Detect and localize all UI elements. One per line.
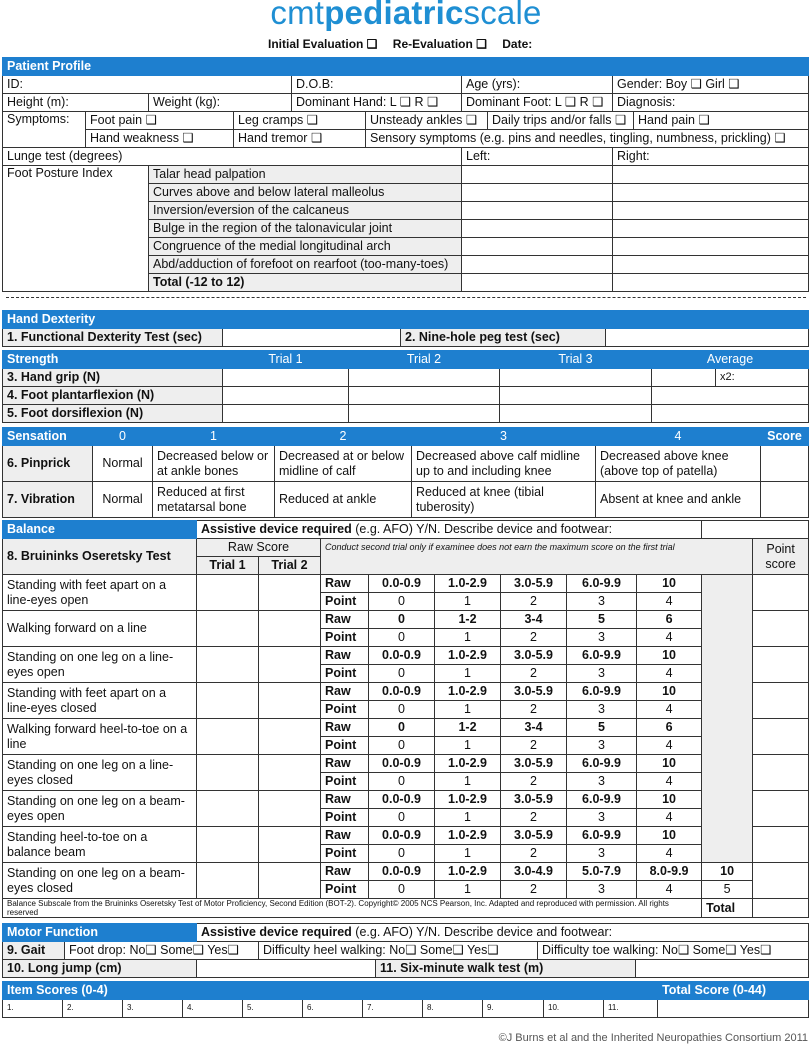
col-trial1: Trial 1 (223, 351, 349, 369)
point-value: 2 (501, 881, 567, 899)
strength-cell[interactable] (500, 405, 652, 423)
motor-assist: Assistive device required (e.g. AFO) Y/N. Describe device and footwear: (197, 924, 809, 942)
id-field[interactable]: ID: (3, 76, 292, 94)
col-4: 4 (596, 428, 761, 446)
balance-item-name: Standing with feet apart on a line-eyes closed (3, 683, 197, 719)
strength-cell[interactable] (652, 369, 716, 387)
six-minute-walk-input[interactable] (636, 960, 809, 978)
fpi-right-cell[interactable] (613, 184, 809, 202)
raw-value: 0.0-0.9 (369, 683, 435, 701)
balance-point-score[interactable] (753, 827, 809, 863)
raw-value: 1-2 (435, 719, 501, 737)
point-value: 0 (369, 845, 435, 863)
pinprick-score[interactable] (761, 446, 809, 482)
point-label: Point (321, 737, 369, 755)
raw-value: 0 (369, 719, 435, 737)
raw-value: 6.0-9.9 (567, 755, 637, 773)
lunge-left[interactable]: Left: (462, 148, 613, 166)
col-3: 3 (412, 428, 596, 446)
raw-value: 1.0-2.9 (435, 647, 501, 665)
raw-value: 3.0-5.9 (501, 827, 567, 845)
point-value: 0 (369, 701, 435, 719)
raw-value: 10 (637, 647, 702, 665)
balance-spacer (702, 575, 753, 863)
unsteady-ankles-checkbox[interactable]: Unsteady ankles ❑ (366, 112, 488, 130)
raw-value: 3.0-4.9 (501, 863, 567, 881)
raw-value: 5.0-7.9 (567, 863, 637, 881)
raw-label: Raw (321, 683, 369, 701)
raw-label: Raw (321, 755, 369, 773)
point-label: Point (321, 845, 369, 863)
fpi-total: Total (-12 to 12) (149, 274, 462, 292)
item-score-5[interactable]: 5. (243, 1000, 303, 1018)
raw-value: 3.0-5.9 (501, 575, 567, 593)
point-value: 0 (369, 629, 435, 647)
raw-value: 10 (637, 791, 702, 809)
balance-trial1-input[interactable] (197, 611, 259, 647)
balance-trial2-input[interactable] (259, 611, 321, 647)
fpi-right-cell[interactable] (613, 256, 809, 274)
weight-field[interactable]: Weight (kg): (149, 94, 292, 112)
balance-trial2-input[interactable] (259, 827, 321, 863)
raw-value: 0.0-0.9 (369, 575, 435, 593)
balance-total-label: Total (702, 899, 753, 918)
point-value: 2 (501, 845, 567, 863)
bruininks-label: 8. Bruininks Oseretsky Test (3, 539, 197, 575)
strength-cell[interactable] (500, 369, 652, 387)
balance-trial2-input[interactable] (259, 791, 321, 827)
point-value: 4 (637, 629, 702, 647)
point-value: 2 (501, 701, 567, 719)
raw-label: Raw (321, 611, 369, 629)
patient-profile-table (2, 57, 809, 292)
col-trial2: Trial 2 (349, 351, 500, 369)
raw-value: 3-4 (501, 719, 567, 737)
raw-score-header: Raw Score (197, 539, 321, 557)
balance-trial1-input[interactable] (197, 719, 259, 755)
vibration-score[interactable] (761, 482, 809, 518)
point-value: 1 (435, 809, 501, 827)
balance-item-name: Standing on one leg on a line-eyes open (3, 647, 197, 683)
fpi-right-cell[interactable] (613, 238, 809, 256)
fpi-left-cell[interactable] (462, 184, 613, 202)
functional-dexterity-input[interactable] (223, 329, 401, 347)
sensation-table (2, 427, 809, 518)
strength-cell[interactable] (223, 405, 349, 423)
hand-dexterity-header: Hand Dexterity (3, 311, 809, 329)
vibration-3[interactable]: Reduced at knee (tibial tuberosity) (412, 482, 596, 518)
evaluation-type (268, 37, 544, 51)
item-score-7[interactable]: 7. (363, 1000, 423, 1018)
balance-total-input[interactable] (753, 899, 809, 918)
balance-point-score[interactable] (753, 647, 809, 683)
x2-label: x2: (716, 369, 809, 387)
point-value: 0 (369, 881, 435, 899)
point-value: 4 (637, 593, 702, 611)
pinprick-0[interactable]: Normal (93, 446, 153, 482)
point-value: 0 (369, 773, 435, 791)
item-score-8[interactable]: 8. (423, 1000, 483, 1018)
raw-label: Raw (321, 827, 369, 845)
raw-value: 1-2 (435, 611, 501, 629)
foot-drop-options[interactable]: Foot drop: No❑ Some❑ Yes❑ (65, 942, 259, 960)
dorsiflexion-label: 5. Foot dorsiflexion (N) (3, 405, 223, 423)
point-value: 4 (637, 881, 702, 899)
balance-point-score[interactable] (753, 719, 809, 755)
six-minute-walk-label: 11. Six-minute walk test (m) (376, 960, 636, 978)
lunge-right[interactable]: Right: (613, 148, 809, 166)
balance-item-name: Standing with feet apart on a line-eyes open (3, 575, 197, 611)
raw-value: 1.0-2.9 (435, 755, 501, 773)
motor-function-table (2, 923, 809, 978)
vibration-2[interactable]: Reduced at ankle (275, 482, 412, 518)
raw-label: Raw (321, 647, 369, 665)
fpi-left-cell[interactable] (462, 274, 613, 292)
foot-pain-checkbox[interactable]: Foot pain ❑ (86, 112, 234, 130)
point-value: 4 (637, 737, 702, 755)
raw-value: 0.0-0.9 (369, 755, 435, 773)
point-label: Point (321, 773, 369, 791)
col-trial3: Trial 3 (500, 351, 652, 369)
trial2-header: Trial 2 (259, 557, 321, 575)
fpi-item: Inversion/eversion of the calcaneus (149, 202, 462, 220)
date-label: Date: (502, 37, 533, 51)
trial1-header: Trial 1 (197, 557, 259, 575)
raw-value: 1.0-2.9 (435, 575, 501, 593)
point-label: Point (321, 593, 369, 611)
col-average: Average (652, 351, 809, 369)
balance-trial1-input[interactable] (197, 827, 259, 863)
balance-trial2-input[interactable] (259, 683, 321, 719)
item-score-3[interactable]: 3. (123, 1000, 183, 1018)
balance-item-name: Standing heel-to-toe on a balance beam (3, 827, 197, 863)
fpi-right-cell[interactable] (613, 166, 809, 184)
point-value: 4 (637, 773, 702, 791)
fpi-item: Talar head palpation (149, 166, 462, 184)
raw-value: 6 (637, 611, 702, 629)
raw-value: 3.0-5.9 (501, 683, 567, 701)
fpi-label: Foot Posture Index (3, 166, 149, 292)
point-value: 5 (702, 881, 753, 899)
point-value: 3 (567, 773, 637, 791)
point-value: 3 (567, 629, 637, 647)
raw-value: 3-4 (501, 611, 567, 629)
balance-item-name: Walking forward on a line (3, 611, 197, 647)
nine-hole-peg-label: 2. Nine-hole peg test (sec) (401, 329, 606, 347)
raw-value: 0.0-0.9 (369, 791, 435, 809)
balance-point-score[interactable] (753, 863, 809, 899)
point-value: 0 (369, 665, 435, 683)
balance-trial2-input[interactable] (259, 719, 321, 755)
point-value: 2 (501, 665, 567, 683)
strength-header: Strength (3, 351, 223, 369)
point-label: Point (321, 881, 369, 899)
vibration-1[interactable]: Reduced at first metatarsal bone (153, 482, 275, 518)
point-value: 3 (567, 665, 637, 683)
logo: cmtpediatricscale (270, 0, 542, 31)
raw-value: 1.0-2.9 (435, 791, 501, 809)
point-value: 4 (637, 845, 702, 863)
point-value: 1 (435, 593, 501, 611)
item-score-10[interactable]: 10. (544, 1000, 604, 1018)
fpi-item: Congruence of the medial longitudinal arch (149, 238, 462, 256)
dominant-foot-field[interactable]: Dominant Foot: L ❑ R ❑ (462, 94, 613, 112)
balance-trial2-input[interactable] (259, 863, 321, 899)
fpi-item: Curves above and below lateral malleolus (149, 184, 462, 202)
fpi-left-cell[interactable] (462, 238, 613, 256)
point-value: 3 (567, 737, 637, 755)
point-label: Point (321, 809, 369, 827)
fpi-left-cell[interactable] (462, 256, 613, 274)
raw-value: 0.0-0.9 (369, 827, 435, 845)
hand-weakness-checkbox[interactable]: Hand weakness ❑ (86, 130, 234, 148)
fpi-item: Bulge in the region of the talonavicular joint (149, 220, 462, 238)
point-value: 0 (369, 809, 435, 827)
item-scores-table (2, 981, 809, 1018)
point-value: 2 (501, 629, 567, 647)
raw-value: 8.0-9.9 (637, 863, 702, 881)
balance-footnote: Balance Subscale from the Bruininks Oseretsky Test of Motor Proficiency, Second Edition (BOT-2). Copyright© 2005 NCS Pearson, Inc. Adapted and reproduced with permission. All rights reserved (3, 899, 702, 918)
point-value: 3 (567, 881, 637, 899)
point-value: 4 (637, 701, 702, 719)
dominant-hand-field[interactable]: Dominant Hand: L ❑ R ❑ (292, 94, 462, 112)
raw-value: 0 (369, 611, 435, 629)
sensation-header: Sensation (3, 428, 93, 446)
col-0: 0 (93, 428, 153, 446)
item-score-6[interactable]: 6. (303, 1000, 363, 1018)
fpi-left-cell[interactable] (462, 166, 613, 184)
strength-cell[interactable] (652, 387, 809, 405)
point-value: 3 (567, 701, 637, 719)
item-score-2[interactable]: 2. (63, 1000, 123, 1018)
strength-cell[interactable] (349, 387, 500, 405)
strength-cell[interactable] (500, 387, 652, 405)
balance-point-score[interactable] (753, 683, 809, 719)
balance-trial1-input[interactable] (197, 863, 259, 899)
balance-point-score[interactable] (753, 791, 809, 827)
point-value: 0 (369, 737, 435, 755)
long-jump-input[interactable] (197, 960, 376, 978)
vibration-4[interactable]: Absent at knee and ankle (596, 482, 761, 518)
age-field[interactable]: Age (yrs): (462, 76, 613, 94)
balance-trial2-input[interactable] (259, 647, 321, 683)
point-label: Point (321, 629, 369, 647)
hand-grip-label: 3. Hand grip (N) (3, 369, 223, 387)
point-value: 2 (501, 737, 567, 755)
total-score-header: Total Score (0-44) (658, 982, 809, 1000)
balance-header: Balance (3, 521, 197, 539)
trips-checkbox[interactable]: Daily trips and/or falls ❑ (488, 112, 634, 130)
gait-label: 9. Gait (3, 942, 65, 960)
hand-pain-checkbox[interactable]: Hand pain ❑ (634, 112, 809, 130)
divider (6, 297, 806, 298)
strength-cell[interactable] (652, 405, 809, 423)
strength-cell[interactable] (349, 369, 500, 387)
raw-value: 6.0-9.9 (567, 683, 637, 701)
raw-value: 3.0-5.9 (501, 647, 567, 665)
point-value: 3 (567, 809, 637, 827)
strength-cell[interactable] (223, 369, 349, 387)
raw-value: 5 (567, 611, 637, 629)
hand-dexterity-table (2, 310, 809, 347)
balance-trial2-input[interactable] (259, 575, 321, 611)
raw-label: Raw (321, 575, 369, 593)
point-value: 4 (637, 809, 702, 827)
raw-value: 0.0-0.9 (369, 863, 435, 881)
initial-evaluation[interactable]: Initial Evaluation ❑ (268, 37, 378, 51)
balance-point-score[interactable] (753, 611, 809, 647)
symptoms-label: Symptoms: (3, 112, 86, 148)
nine-hole-peg-input[interactable] (606, 329, 809, 347)
total-score-input[interactable] (658, 1000, 809, 1018)
toe-walking-options[interactable]: Difficulty toe walking: No❑ Some❑ Yes❑ (538, 942, 809, 960)
raw-label: Raw (321, 791, 369, 809)
balance-item-name: Walking forward heel-to-toe on a line (3, 719, 197, 755)
strength-cell[interactable] (349, 405, 500, 423)
raw-value: 6.0-9.9 (567, 575, 637, 593)
fpi-item: Abd/adduction of forefoot on rearfoot (too-many-toes) (149, 256, 462, 274)
col-1: 1 (153, 428, 275, 446)
balance-trial2-input[interactable] (259, 755, 321, 791)
item-score-4[interactable]: 4. (183, 1000, 243, 1018)
point-value: 2 (501, 809, 567, 827)
vibration-0[interactable]: Normal (93, 482, 153, 518)
heel-walking-options[interactable]: Difficulty heel walking: No❑ Some❑ Yes❑ (259, 942, 538, 960)
balance-item-name: Standing on one leg on a beam-eyes closed (3, 863, 197, 899)
gender-field[interactable]: Gender: Boy ❑ Girl ❑ (613, 76, 809, 94)
hand-tremor-checkbox[interactable]: Hand tremor ❑ (234, 130, 366, 148)
copyright: ©J Burns et al and the Inherited Neuropathies Consortium 2011 (498, 1032, 808, 1044)
sensory-symptoms-checkbox[interactable]: Sensory symptoms (e.g. pins and needles, tingling, numbness, prickling) ❑ (366, 130, 809, 148)
fpi-left-cell[interactable] (462, 202, 613, 220)
raw-value: 6 (637, 719, 702, 737)
patient-profile-header: Patient Profile (3, 58, 809, 76)
raw-value: 6.0-9.9 (567, 791, 637, 809)
point-value: 1 (435, 665, 501, 683)
fpi-left-cell[interactable] (462, 220, 613, 238)
balance-point-score[interactable] (753, 755, 809, 791)
balance-trial1-input[interactable] (197, 791, 259, 827)
raw-value: 10 (637, 755, 702, 773)
raw-label: Raw (321, 863, 369, 881)
lunge-label: Lunge test (degrees) (3, 148, 462, 166)
raw-value: 5 (567, 719, 637, 737)
fpi-right-cell[interactable] (613, 274, 809, 292)
leg-cramps-checkbox[interactable]: Leg cramps ❑ (234, 112, 366, 130)
point-value: 2 (501, 593, 567, 611)
pinprick-4[interactable]: Decreased above knee (above top of patella) (596, 446, 761, 482)
vibration-label: 7. Vibration (3, 482, 93, 518)
raw-value: 0.0-0.9 (369, 647, 435, 665)
point-value: 1 (435, 845, 501, 863)
raw-value: 6.0-9.9 (567, 647, 637, 665)
point-value: 1 (435, 701, 501, 719)
balance-point-score[interactable] (753, 575, 809, 611)
balance-assist: Assistive device required (e.g. AFO) Y/N. Describe device and footwear: (197, 521, 702, 539)
point-value: 0 (369, 593, 435, 611)
item-score-1[interactable]: 1. (3, 1000, 63, 1018)
balance-item-name: Standing on one leg on a beam-eyes open (3, 791, 197, 827)
balance-trial1-input[interactable] (197, 683, 259, 719)
pinprick-1[interactable]: Decreased below or at ankle bones (153, 446, 275, 482)
balance-trial1-input[interactable] (197, 755, 259, 791)
pinprick-2[interactable]: Decreased at or below midline of calf (275, 446, 412, 482)
point-value: 2 (501, 773, 567, 791)
point-value: 1 (435, 629, 501, 647)
balance-trial1-input[interactable] (197, 575, 259, 611)
point-score-header: Point score (753, 539, 809, 575)
point-value: 4 (637, 665, 702, 683)
balance-trial1-input[interactable] (197, 647, 259, 683)
raw-value: 3.0-5.9 (501, 755, 567, 773)
item-score-11[interactable]: 11. (604, 1000, 658, 1018)
long-jump-label: 10. Long jump (cm) (3, 960, 197, 978)
item-scores-header: Item Scores (0-4) (3, 982, 658, 1000)
raw-label: Raw (321, 719, 369, 737)
strength-cell[interactable] (223, 387, 349, 405)
balance-assist-input[interactable] (702, 521, 809, 539)
raw-value: 10 (637, 683, 702, 701)
item-score-9[interactable]: 9. (483, 1000, 544, 1018)
raw-value: 3.0-5.9 (501, 791, 567, 809)
fpi-right-cell[interactable] (613, 220, 809, 238)
raw-value: 10 (637, 827, 702, 845)
point-value: 1 (435, 773, 501, 791)
col-score: Score (761, 428, 809, 446)
dob-field[interactable]: D.O.B: (292, 76, 462, 94)
pinprick-label: 6. Pinprick (3, 446, 93, 482)
functional-dexterity-label: 1. Functional Dexterity Test (sec) (3, 329, 223, 347)
point-value: 1 (435, 881, 501, 899)
point-label: Point (321, 665, 369, 683)
fpi-right-cell[interactable] (613, 202, 809, 220)
raw-value: 1.0-2.9 (435, 683, 501, 701)
col-2: 2 (275, 428, 412, 446)
point-value: 3 (567, 593, 637, 611)
plantarflexion-label: 4. Foot plantarflexion (N) (3, 387, 223, 405)
height-field[interactable]: Height (m): (3, 94, 149, 112)
point-label: Point (321, 701, 369, 719)
raw-value: 1.0-2.9 (435, 827, 501, 845)
motor-function-header: Motor Function (3, 924, 197, 942)
raw-value: 10 (702, 863, 753, 881)
point-value: 3 (567, 845, 637, 863)
balance-item-name: Standing on one leg on a line-eyes closed (3, 755, 197, 791)
point-value: 1 (435, 737, 501, 755)
raw-value: 1.0-2.9 (435, 863, 501, 881)
strength-table (2, 350, 809, 423)
trial-note: Conduct second trial only if examinee does not earn the maximum score on the first trial (325, 542, 675, 552)
pinprick-3[interactable]: Decreased above calf midline up to and including knee (412, 446, 596, 482)
balance-table (2, 520, 809, 918)
raw-value: 10 (637, 575, 702, 593)
re-evaluation[interactable]: Re-Evaluation ❑ (392, 37, 487, 51)
diagnosis-field[interactable]: Diagnosis: (613, 94, 809, 112)
raw-value: 6.0-9.9 (567, 827, 637, 845)
